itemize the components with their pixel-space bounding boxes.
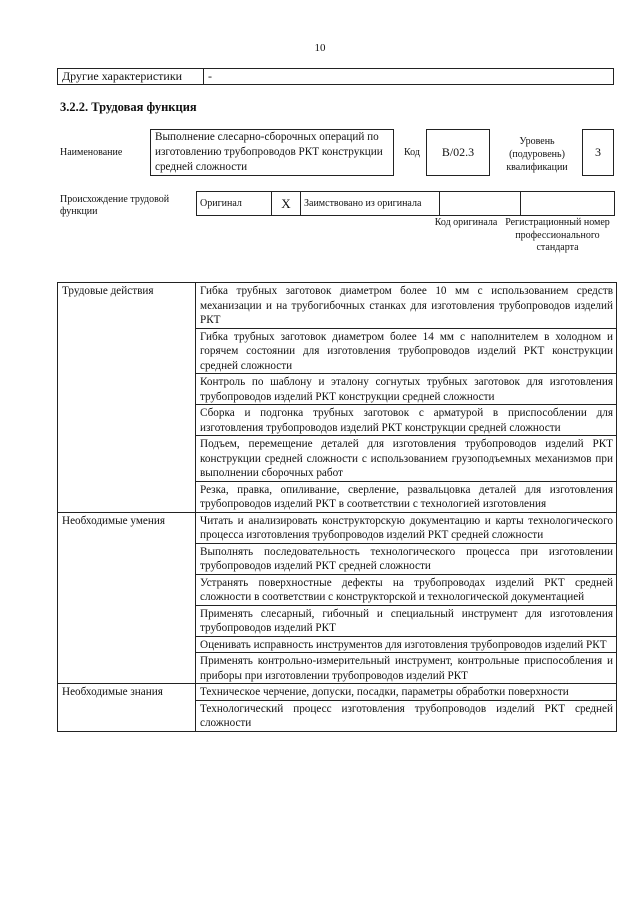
level-label: Уровень (подуровень) квалификации xyxy=(506,136,568,173)
origin-label: Происхождение трудовой функции xyxy=(60,194,170,217)
origin-code-cell xyxy=(440,192,521,216)
labor-function-table xyxy=(57,282,617,732)
table-cell: Устранять поверхностные дефекты на трубопроводах изделий РКТ средней сложности в соответствии с конструкторской и технологической документацией xyxy=(196,574,617,605)
table-cell: Техническое черчение, допуски, посадки, параметры обработки поверхности xyxy=(196,684,617,701)
registration-number-caption: Регистрационный номер профессионального стандарта xyxy=(505,217,610,253)
table-cell: Применять контрольно-измерительный инструмент, контрольные приспособления и приборы при изготовлении трубопроводов изделий РКТ xyxy=(196,653,617,684)
table-cell: Оценивать исправность инструментов для изготовления трубопроводов изделий РКТ xyxy=(196,636,617,653)
category-required-knowledge: Необходимые знания xyxy=(58,684,196,732)
table-cell: Гибка трубных заготовок диаметром более 14 мм с наполнителем в холодном и горячем состоянии для изготовления трубопроводов изделий РКТ конструкции средней сложности xyxy=(196,328,617,374)
category-required-skills: Необходимые умения xyxy=(58,512,196,684)
table-cell: Контроль по шаблону и эталону согнутых трубных заготовок для изготовления трубопроводов изделий РКТ конструкции средней сложности xyxy=(196,374,617,405)
other-characteristics-label: Другие характеристики xyxy=(58,69,204,85)
function-name-box: Выполнение слесарно-сборочных операций по изготовлению трубопроводов РКТ конструкции средней сложности xyxy=(150,129,394,176)
table-cell: Применять слесарный, гибочный и специальный инструмент для изготовления трубопроводов изделий РКТ xyxy=(196,605,617,636)
borrowed-label-cell: Заимствовано из оригинала xyxy=(301,192,440,216)
name-label: Наименование xyxy=(60,147,123,158)
section-title: 3.2.2. Трудовая функция xyxy=(60,100,197,114)
qualification-level-box: 3 xyxy=(582,129,614,176)
table-row xyxy=(58,283,617,329)
original-mark-cell: X xyxy=(272,192,301,216)
table-cell: Технологический процесс изготовления трубопроводов изделий РКТ средней сложности xyxy=(196,700,617,731)
table-cell: Резка, правка, опиливание, сверление, развальцовка деталей для изготовления трубопроводов изделий РКТ в соответствии с технологией изготовления xyxy=(196,481,617,512)
table-cell: Читать и анализировать конструкторскую документацию и карты технологического процесса изготовления трубопроводов изделий РКТ средней сложности xyxy=(196,512,617,543)
table-row xyxy=(58,684,617,701)
original-label-cell: Оригинал xyxy=(197,192,272,216)
page-number: 10 xyxy=(314,42,326,54)
table-row xyxy=(58,512,617,543)
registration-number-cell xyxy=(521,192,615,216)
other-characteristics-table xyxy=(57,68,614,85)
table-cell: Подъем, перемещение деталей для изготовления трубопроводов изделий РКТ конструкции средней сложности с использованием грузоподъемных механизмов при выполнении сборочных работ xyxy=(196,436,617,482)
category-labor-actions: Трудовые действия xyxy=(58,283,196,513)
other-characteristics-value: - xyxy=(204,69,614,85)
table-cell: Выполнять последовательность технологического процесса при изготовлении трубопроводов изделий РКТ средней сложности xyxy=(196,543,617,574)
code-label: Код xyxy=(404,147,420,158)
table-cell: Гибка трубных заготовок диаметром более 10 мм с использованием средств механизации и на трубогибочных станках для изготовления трубопроводов изделий РКТ xyxy=(196,283,617,329)
function-code-box: В/02.3 xyxy=(426,129,490,176)
origin-table xyxy=(196,191,615,216)
code-original-caption: Код оригинала xyxy=(434,217,498,228)
table-cell: Сборка и подгонка трубных заготовок с арматурой в приспособлении для изготовления трубопроводов изделий РКТ конструкции средней сложности xyxy=(196,405,617,436)
